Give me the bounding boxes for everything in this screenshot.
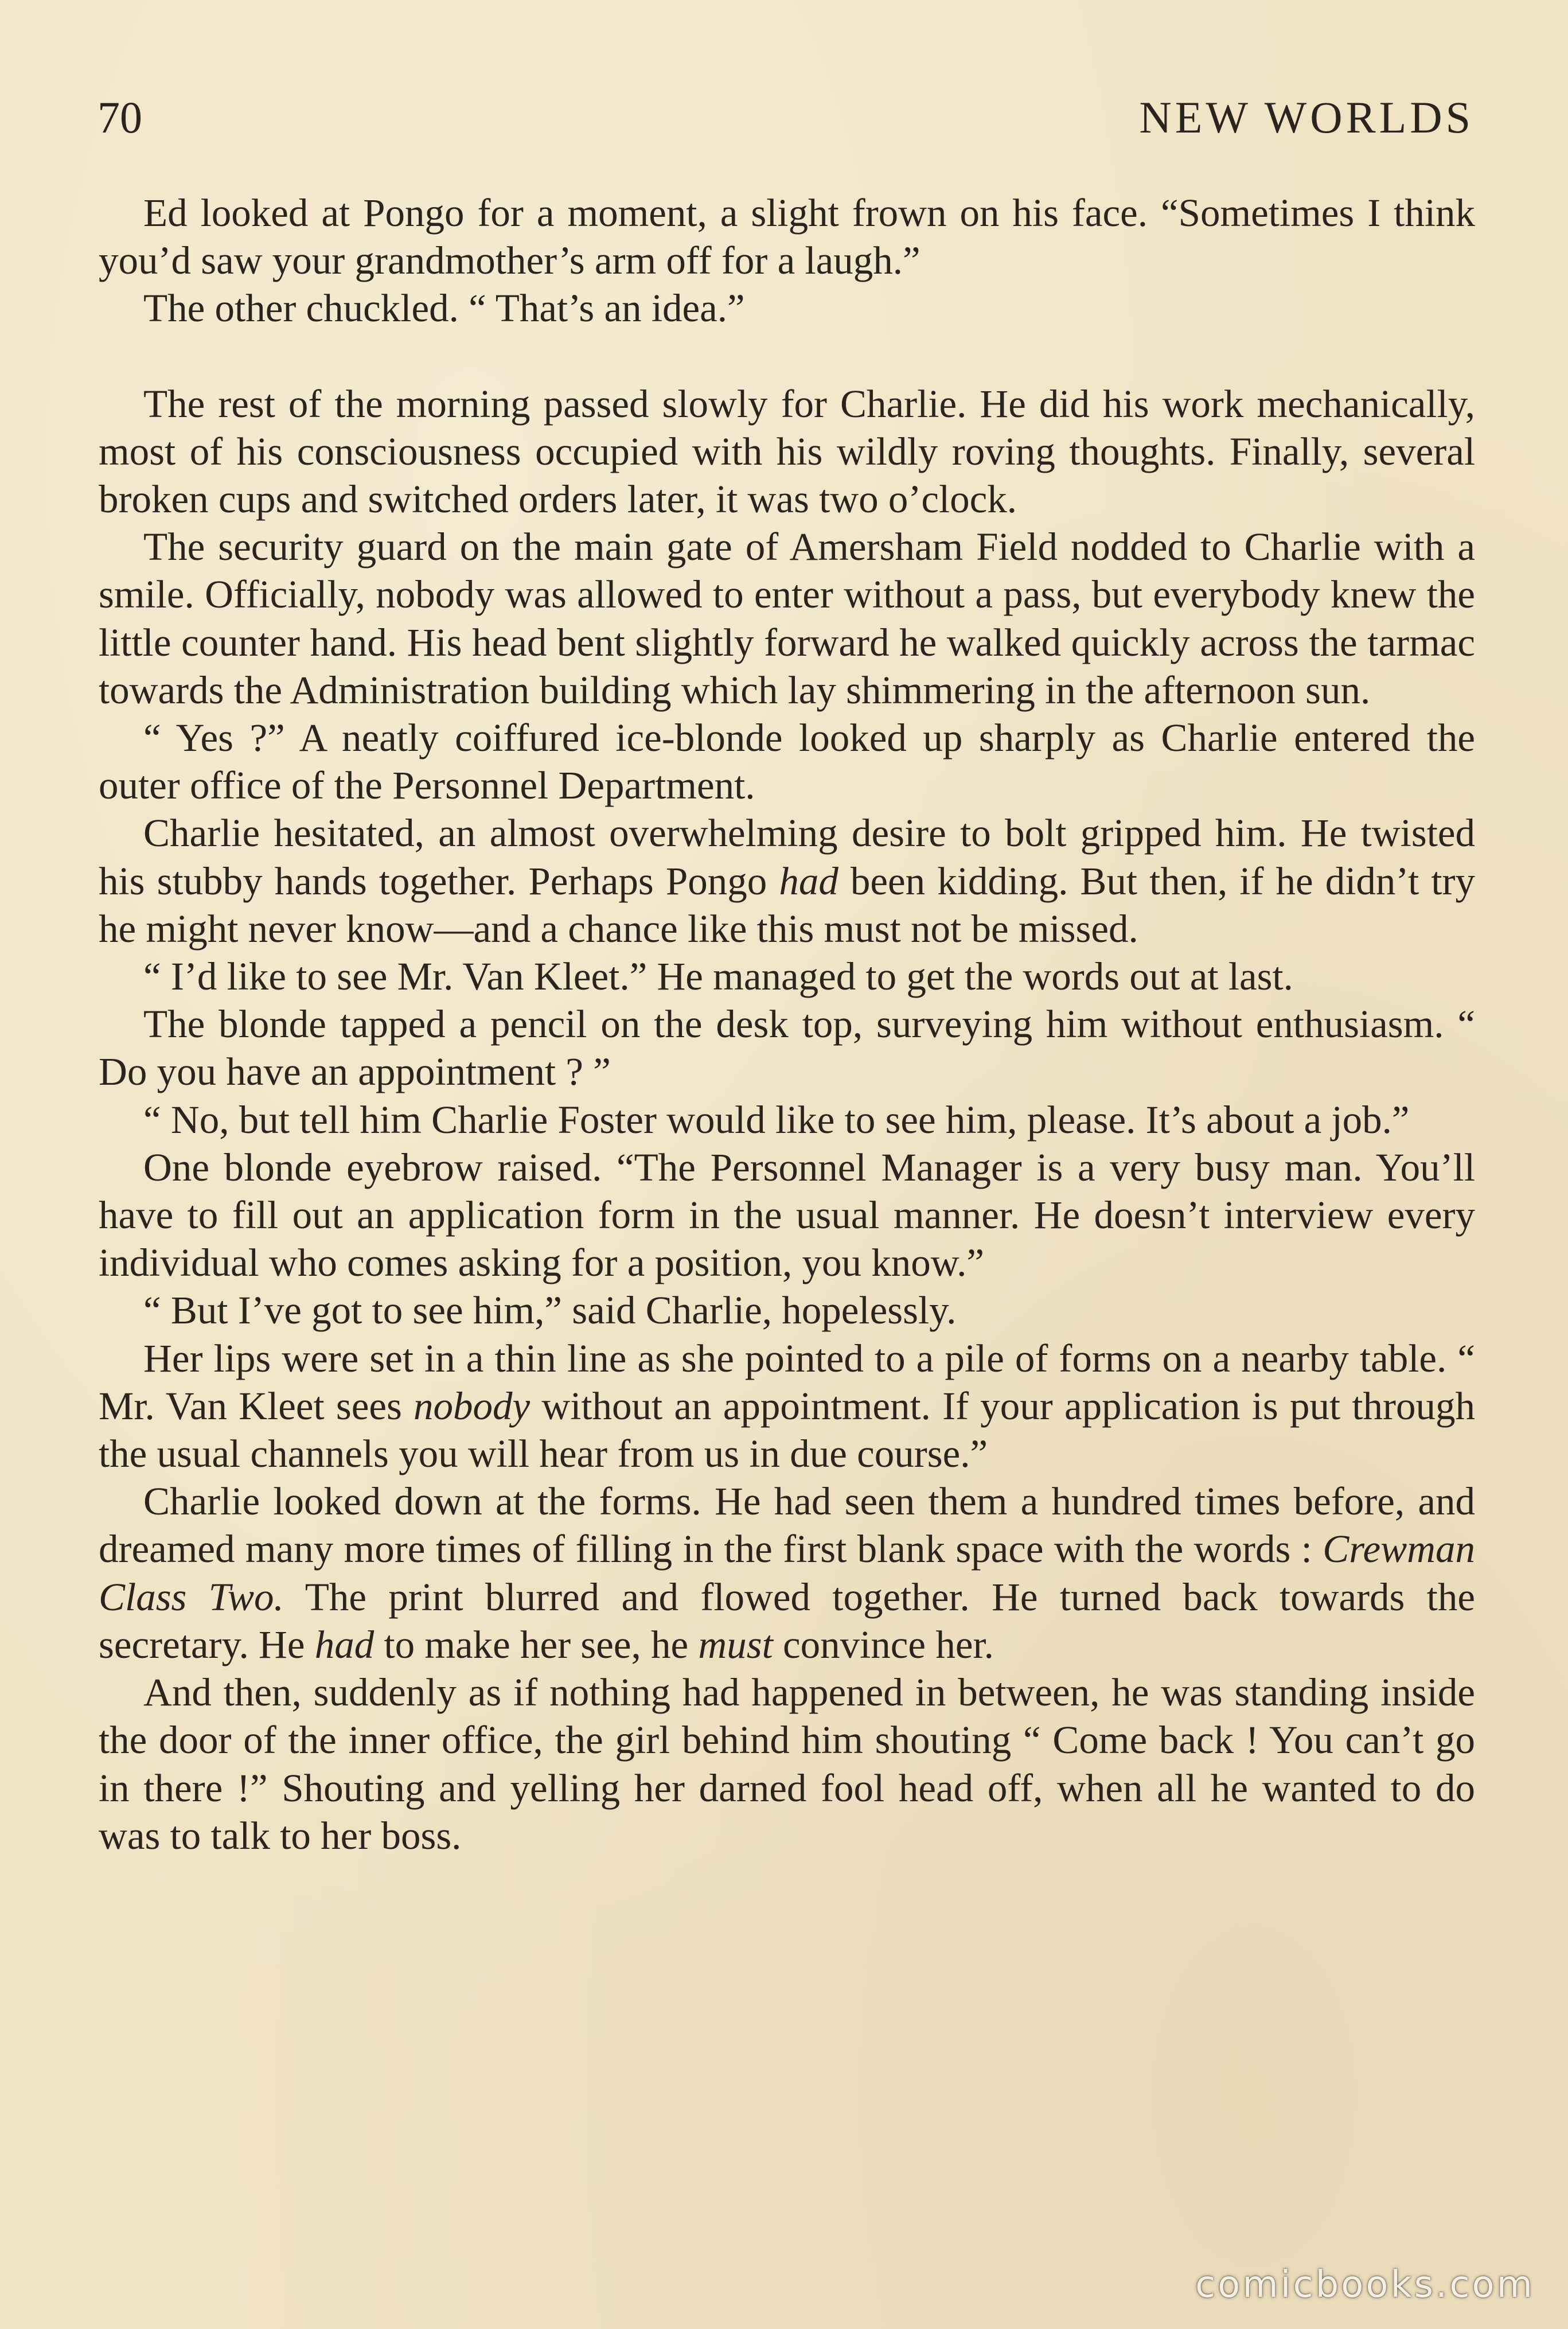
text-run: to make her see, he xyxy=(374,1622,699,1666)
text-run: been kidding. But then, if he didn’t try he might never know—and a chance like this must not be missed. xyxy=(99,859,1476,951)
italic-text: nobody xyxy=(414,1384,531,1428)
text-run: “ I’d like to see Mr. Van Kleet.” He managed to get the words out at last. xyxy=(143,955,1293,999)
paragraph xyxy=(99,285,1475,332)
paragraph xyxy=(99,1669,1475,1860)
italic-text: had xyxy=(314,1622,375,1666)
paragraph xyxy=(99,1335,1475,1478)
paragraph xyxy=(99,1144,1475,1287)
paragraph xyxy=(99,189,1475,285)
text-run: “ No, but tell him Charlie Foster would like to see him, please. It’s about a job.” xyxy=(143,1097,1410,1142)
italic-text: must xyxy=(698,1622,773,1666)
text-run: convince her. xyxy=(773,1622,994,1666)
text-run: “ Yes ?” A neatly coiffured ice-blonde looked up sharply as Charlie entered the outer office of the Personnel Department. xyxy=(99,716,1475,808)
italic-text: had xyxy=(779,859,838,903)
watermark: comicbooks.com xyxy=(1195,2264,1535,2306)
running-head: NEW WORLDS xyxy=(1139,92,1474,142)
text-run: The other chuckled. “ That’s an idea.” xyxy=(143,286,745,330)
paragraph xyxy=(99,1478,1475,1669)
text-run: “ But I’ve got to see him,” said Charlie, hopelessly. xyxy=(143,1288,957,1333)
text-run: without an appointment. If your application is put through the usual channels you will hear from us in due course.” xyxy=(99,1384,1475,1476)
text-run: The rest of the morning passed slowly for Charlie. He did his work mechanically, most of his consciousness occupied with his wildly roving thoughts. Finally, several broken cups and switched orders later, it was two o’clock. xyxy=(99,381,1475,521)
text-run: One blonde eyebrow raised. “The Personnel Manager is a very busy man. You’ll have to fill out an application form in the usual manner. He doesn’t interview every individual who comes asking for a position, you know.” xyxy=(99,1145,1475,1285)
italic-text: Crewman Class Two. xyxy=(99,1527,1475,1619)
paragraph xyxy=(99,809,1475,953)
paragraph xyxy=(99,953,1475,1000)
text-run: And then, suddenly as if nothing had happened in between, he was standing inside the door of the inner office, the girl behind him shouting “ Come back ! You can’t go in there !” Shouting and yelling her darned fool head off, when all he wanted to do was to talk to her boss. xyxy=(99,1670,1475,1857)
page-number: 70 xyxy=(97,92,142,142)
text-run: Charlie looked down at the forms. He had seen them a hundred times before, and dreamed many more times of filling in the first blank space with the words : xyxy=(99,1479,1475,1571)
text-run: Ed looked at Pongo for a moment, a slight frown on his face. “Sometimes I think you’d saw your grandmother’s arm off for a laugh.” xyxy=(99,191,1475,283)
page-header xyxy=(97,86,1474,149)
paragraph xyxy=(99,714,1475,809)
paragraph xyxy=(99,1096,1475,1144)
paragraph xyxy=(99,380,1475,524)
paragraph xyxy=(99,1000,1475,1096)
text-run: The security guard on the main gate of Amersham Field nodded to Charlie with a smile. Officially, nobody was allowed to enter without a pass, but everybody knew the little counter hand. His head bent slightly forward he walked quickly across the tarmac towards the Administration building which lay shimmering in the afternoon sun. xyxy=(99,525,1475,712)
text-run: The print blurred and flowed together. He turned back towards the secretary. He xyxy=(99,1575,1475,1666)
text-run: The blonde tapped a pencil on the desk top, surveying him without enthusiasm. “ Do you have an appointment ? ” xyxy=(99,1002,1475,1094)
paragraph xyxy=(99,523,1475,714)
story-text xyxy=(99,189,1475,1860)
text-run: Her lips were set in a thin line as she pointed to a pile of forms on a nearby table. “ Mr. Van Kleet sees xyxy=(99,1336,1475,1428)
paragraph xyxy=(99,1287,1475,1334)
text-run: Charlie hesitated, an almost overwhelming desire to bolt gripped him. He twisted his stubby hands together. Perhaps Pongo xyxy=(99,811,1475,903)
